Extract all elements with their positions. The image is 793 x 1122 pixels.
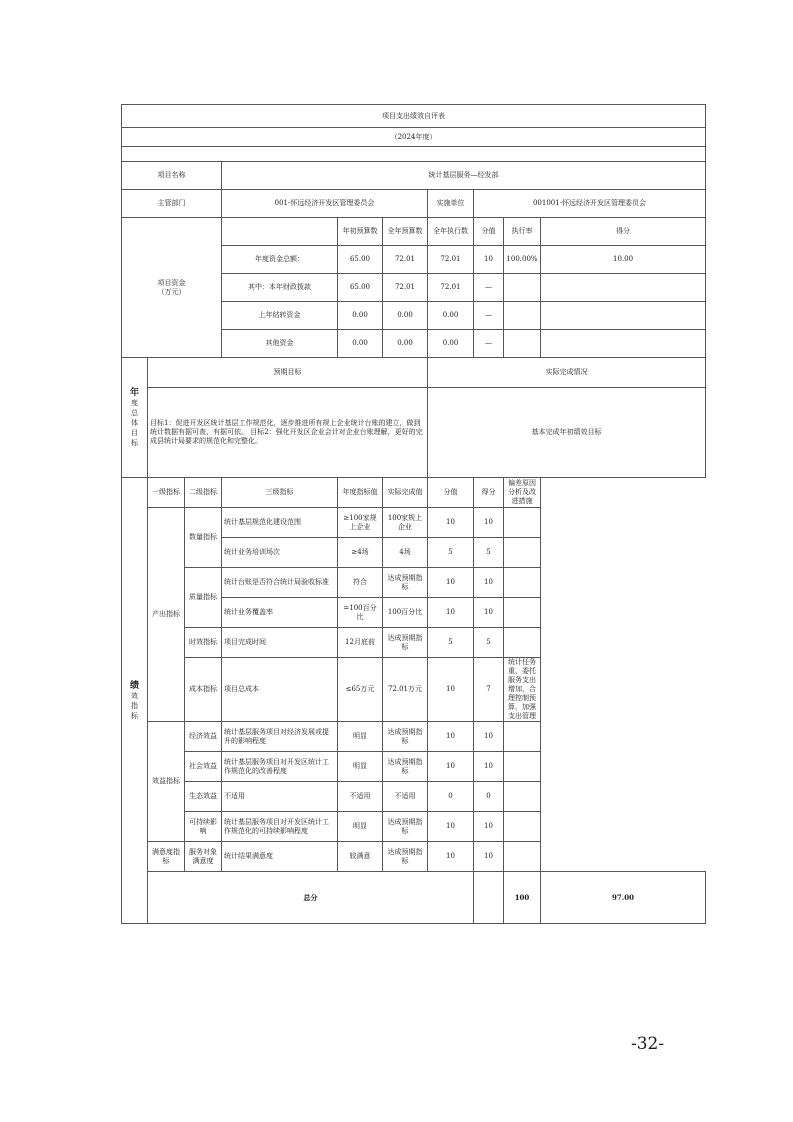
funds-cell [541,274,706,302]
evaluation-sheet [121,104,705,924]
indicator-name: 统计业务覆盖率 [222,598,338,628]
indicator-score: 5 [474,538,504,568]
indicator-row [122,658,706,722]
funds-cell: 10.00 [541,246,706,274]
level2-sustainable: 可持续影响 [185,812,222,842]
indicator-value: 10 [428,568,474,598]
funds-cell: 65.00 [338,246,383,274]
indicator-row [122,782,706,812]
table-year: （2024年度） [122,128,706,147]
indicator-score: 7 [474,658,504,722]
indicators-label [122,478,148,924]
funds-cell: 0.00 [428,302,474,330]
indicator-actual: 100百分比 [383,598,428,628]
indicator-score: 5 [474,628,504,658]
funds-header: 执行率 [504,218,541,246]
indicator-value: 10 [428,752,474,782]
indicator-row [122,508,706,538]
funds-cell: 0.00 [383,330,428,358]
indicator-target: 不适用 [338,782,383,812]
funds-cell [504,330,541,358]
indicator-actual: 达成预期指标 [383,628,428,658]
indicator-note [504,508,541,538]
indicator-value: 5 [428,628,474,658]
impl-value: 001001-怀远经济开发区管理委员会 [474,190,706,218]
funds-cell: 65.00 [338,274,383,302]
funds-cell [541,302,706,330]
indicator-value: 10 [428,842,474,872]
indicator-actual: 72.01万元 [383,658,428,722]
indicator-name: 统计业务培训场次 [222,538,338,568]
indicator-target: =100百分比 [338,598,383,628]
indicator-actual: 达成预期指标 [383,752,428,782]
spacer-row [122,147,706,162]
goals-label-char: 标 [131,438,138,447]
indicator-name: 项目总成本 [222,658,338,722]
funds-cell: 72.01 [383,274,428,302]
funds-label [122,218,222,358]
indicator-header: 偏差原因分析及改进措施 [504,478,541,508]
funds-cell: 72.01 [383,246,428,274]
goals-content-row [122,388,706,478]
goals-expected-header: 预期目标 [148,358,428,388]
goals-actual-header: 实际完成情况 [428,358,706,388]
funds-cell-name: 其中：本年财政拨款 [222,274,338,302]
indicator-row [122,722,706,752]
table-title: 项目支出绩效自评表 [122,105,706,128]
funds-cell: 0.00 [428,330,474,358]
funds-cell: 0.00 [338,302,383,330]
indicator-header-row [122,478,706,508]
level1-satisfaction: 满意度指标 [148,842,185,872]
indicator-name: 统计基层服务项目对开发区统计工作规范化的改善程度 [222,752,338,782]
indicator-actual: 达成预期指标 [383,812,428,842]
indicator-note [504,628,541,658]
funds-cell: 10 [474,246,504,274]
indicator-target: ≤65万元 [338,658,383,722]
indicator-header: 实际完成值 [383,478,428,508]
indicator-row [122,842,706,872]
funds-cell-name: 其他资金 [222,330,338,358]
indicator-actual: 达成预期指标 [383,568,428,598]
indicator-header: 分值 [428,478,474,508]
funds-cell-name: 上年结转资金 [222,302,338,330]
funds-header: 全年预算数 [383,218,428,246]
total-score: 97.00 [541,872,706,924]
indicator-value: 10 [428,812,474,842]
funds-cell: 0.00 [383,302,428,330]
dept-row [122,190,706,218]
project-label: 项目名称 [122,162,222,190]
indicator-header: 一级指标 [148,478,185,508]
indicator-header: 二级指标 [185,478,222,508]
level2-economic: 经济效益 [185,722,222,752]
indicator-note [504,812,541,842]
level2-cost: 成本指标 [185,658,222,722]
goals-label [122,358,148,478]
funds-header: 分值 [474,218,504,246]
project-row [122,162,706,190]
level2-ecological: 生态效益 [185,782,222,812]
evaluation-table [121,104,706,924]
indicator-note [504,782,541,812]
funds-cell [541,330,706,358]
indicator-note [504,538,541,568]
goals-label-char: 总 [131,408,138,417]
goals-header-row [122,358,706,388]
indicator-value: 0 [428,782,474,812]
indicator-row [122,568,706,598]
dept-value: 001-怀远经济开发区管理委员会 [222,190,428,218]
funds-cell: 0.00 [338,330,383,358]
indicator-note [504,598,541,628]
dept-label: 主管部门 [122,190,222,218]
project-name: 统计基层服务—经发部 [222,162,706,190]
indicator-name: 统计台账是否符合统计局验收标准 [222,568,338,598]
impl-label: 实施单位 [428,190,474,218]
indicator-row [122,628,706,658]
indicator-score: 0 [474,782,504,812]
indicator-value: 10 [428,598,474,628]
goals-label-char: 目 [131,428,138,437]
indicator-value: 5 [428,538,474,568]
level2-quantity: 数量指标 [185,508,222,568]
indicator-target: 12月底前 [338,628,383,658]
indicator-row [122,752,706,782]
indicator-value: 10 [428,722,474,752]
total-row [122,872,706,924]
indicator-score: 10 [474,752,504,782]
indicator-score: 10 [474,508,504,538]
goals-label-char: 度 [131,398,138,407]
funds-cell: 72.01 [428,274,474,302]
indicator-target: ≥100家规上企业 [338,508,383,538]
funds-header: 得分 [541,218,706,246]
indicator-actual: 达成预期指标 [383,722,428,752]
indicators-label-char: 标 [131,711,138,720]
funds-header: 年初预算数 [338,218,383,246]
funds-cell: — [474,330,504,358]
indicator-row [122,812,706,842]
indicator-header: 年度指标值 [338,478,383,508]
funds-cell: — [474,274,504,302]
total-value: 100 [504,872,541,924]
indicator-name: 统计基层服务项目对开发区统计工作规范化的可持续影响程度 [222,812,338,842]
indicator-actual: 100家规上企业 [383,508,428,538]
indicator-note [504,722,541,752]
level1-effect: 效益指标 [148,722,185,842]
level1-output: 产出指标 [148,508,185,722]
indicator-score: 10 [474,722,504,752]
indicator-actual: 4场 [383,538,428,568]
indicator-name: 项目完成时间 [222,628,338,658]
indicator-header: 得分 [474,478,504,508]
indicator-actual: 不适用 [383,782,428,812]
funds-header-blank [222,218,338,246]
indicator-name: 统计基层规范化建设范围 [222,508,338,538]
funds-header: 全年执行数 [428,218,474,246]
indicator-target: 明显 [338,722,383,752]
indicator-target: 较满意 [338,842,383,872]
indicator-name: 统计结果满意度 [222,842,338,872]
indicators-label-char: 效 [131,691,138,700]
indicator-target: 明显 [338,752,383,782]
indicator-note [504,842,541,872]
indicator-target: 符合 [338,568,383,598]
total-blank [474,872,504,924]
indicator-name: 统计基层服务项目对经济发展或提升的影响程度 [222,722,338,752]
funds-cell: 72.01 [428,246,474,274]
funds-cell [504,274,541,302]
indicator-note [504,752,541,782]
level2-quality: 质量指标 [185,568,222,628]
funds-label-line1: 项目资金 [157,278,186,287]
indicator-actual: 达成预期指标 [383,842,428,872]
indicator-name: 不适用 [222,782,338,812]
goals-label-char: 体 [131,418,138,427]
goals-expected-text: 目标1：促进开发区统计基层工作规范化，逐步推进所有规上企业统计台账的建立，做到统计数据有据可查、有据可依。 目标2：强化开发区企业会计对企业台账理解，更好的完成县统计局要求的规范化和完整化。 [148,388,428,478]
indicators-label-char: 指 [131,701,138,710]
level2-time: 时效指标 [185,628,222,658]
funds-label-line2: （万元） [157,287,186,296]
indicator-score: 10 [474,812,504,842]
indicator-score: 10 [474,598,504,628]
total-label: 总分 [148,872,474,924]
level2-service: 服务对象满意度 [185,842,222,872]
indicator-score: 10 [474,842,504,872]
level2-social: 社会效益 [185,752,222,782]
funds-cell-name: 年度资金总额： [222,246,338,274]
indicators-label-char: 绩 [129,680,139,691]
indicator-score: 10 [474,568,504,598]
goals-actual-text: 基本完成年初绩效目标 [428,388,706,478]
page-number: -32- [631,1034,665,1054]
indicator-target: 明显 [338,812,383,842]
funds-cell: — [474,302,504,330]
funds-header-row [122,218,706,246]
funds-cell [504,302,541,330]
funds-cell: 100.00% [504,246,541,274]
indicator-note [504,568,541,598]
indicator-header: 三级指标 [222,478,338,508]
indicator-note: 统计任务重，委托服务支出增加，合理控制预算，加强支出管理 [504,658,541,722]
indicator-target: ≥4场 [338,538,383,568]
indicator-value: 10 [428,508,474,538]
indicator-value: 10 [428,658,474,722]
goals-label-char: 年 [129,387,139,398]
